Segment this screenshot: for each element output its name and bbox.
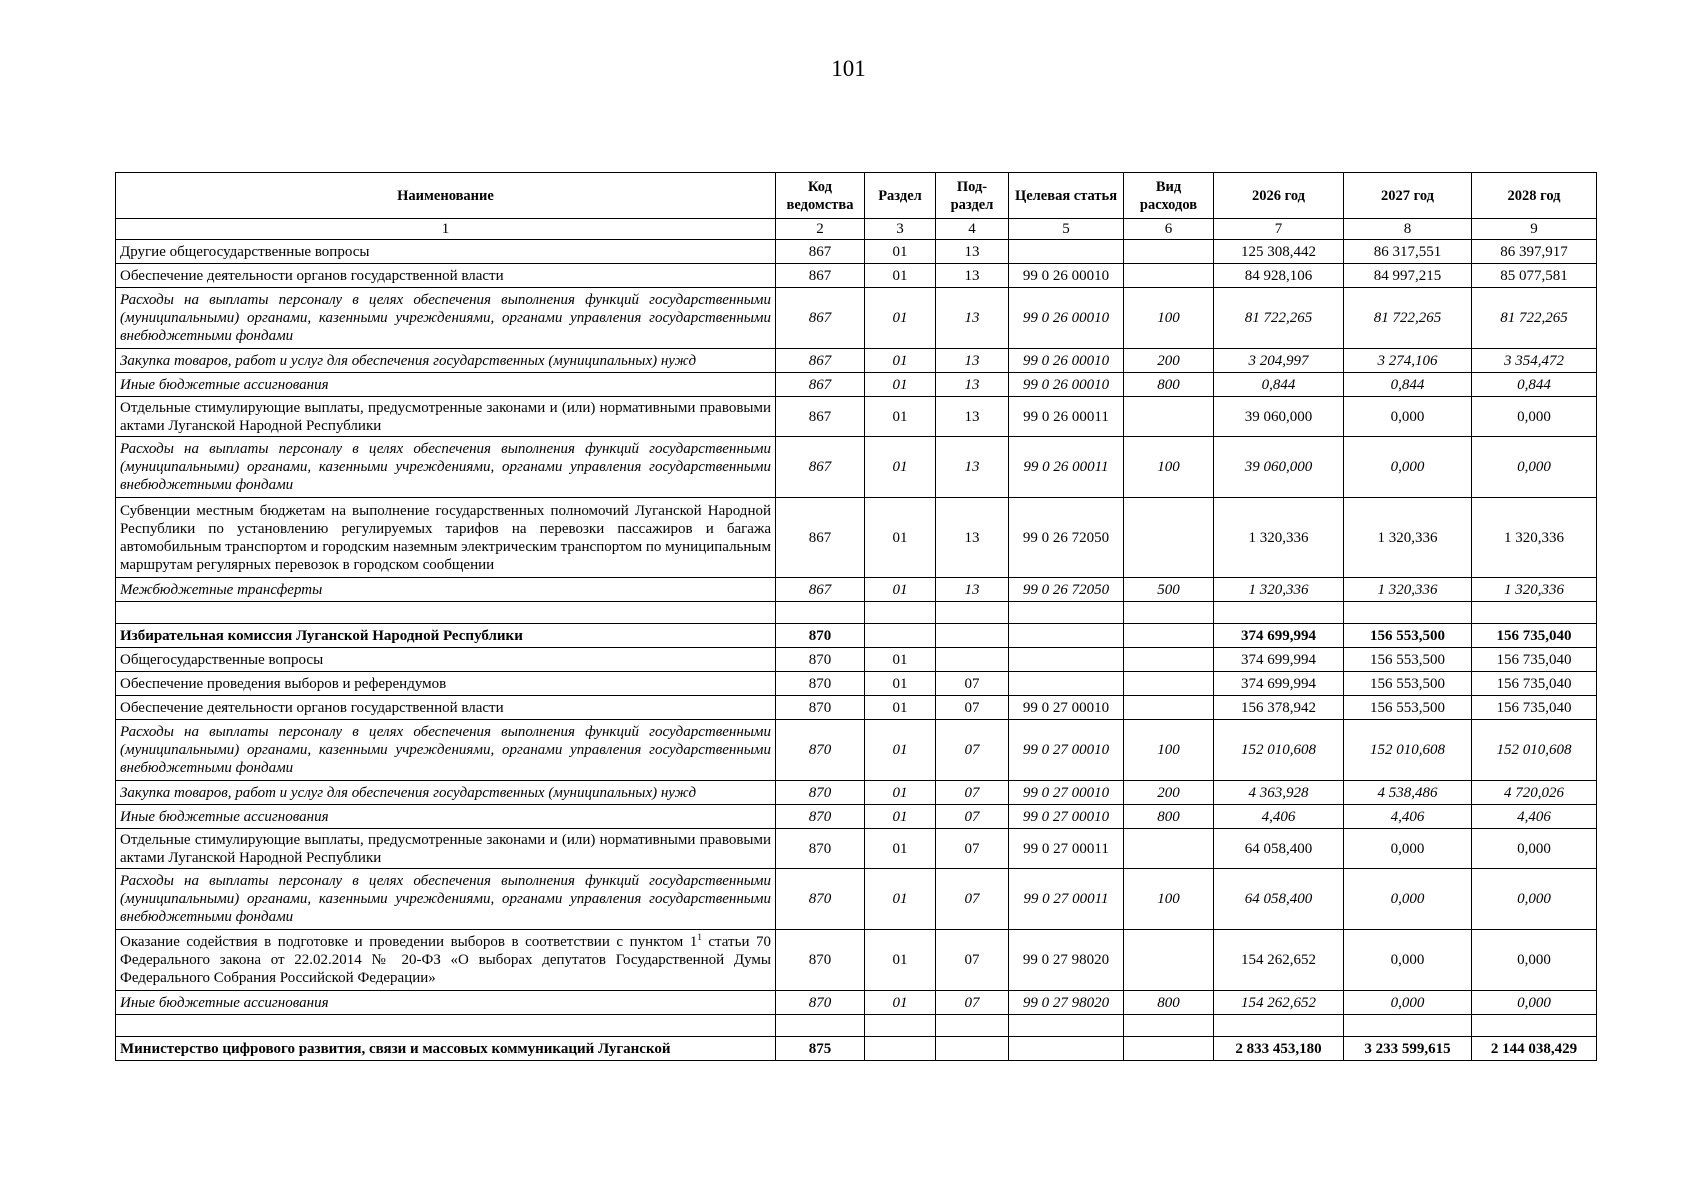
row-subsection xyxy=(936,602,1009,624)
row-subsection: 13 xyxy=(936,373,1009,397)
row-2026: 374 699,994 xyxy=(1214,624,1344,648)
blank-row xyxy=(116,602,1597,624)
row-subsection xyxy=(936,1015,1009,1037)
row-subsection: 13 xyxy=(936,288,1009,349)
row-code: 870 xyxy=(776,696,865,720)
row-section: 01 xyxy=(865,991,936,1015)
row-2026: 81 722,265 xyxy=(1214,288,1344,349)
row-code: 867 xyxy=(776,240,865,264)
header-row xyxy=(116,173,1597,219)
table-row xyxy=(116,720,1597,781)
column-number: 4 xyxy=(936,219,1009,240)
row-section: 01 xyxy=(865,829,936,869)
row-2026 xyxy=(1214,1015,1344,1037)
table-row xyxy=(116,991,1597,1015)
row-section: 01 xyxy=(865,288,936,349)
row-2026: 64 058,400 xyxy=(1214,829,1344,869)
row-2026: 125 308,442 xyxy=(1214,240,1344,264)
row-section: 01 xyxy=(865,578,936,602)
row-subsection xyxy=(936,624,1009,648)
row-section: 01 xyxy=(865,869,936,930)
row-target xyxy=(1009,624,1124,648)
row-2028: 1 320,336 xyxy=(1472,578,1597,602)
header-2028: 2028 год xyxy=(1472,173,1597,219)
table-row xyxy=(116,869,1597,930)
row-target: 99 0 27 00011 xyxy=(1009,869,1124,930)
row-type xyxy=(1124,672,1214,696)
budget-table xyxy=(115,172,1597,1061)
row-type xyxy=(1124,696,1214,720)
row-subsection: 07 xyxy=(936,805,1009,829)
footnote-superscript: 1 xyxy=(697,932,702,942)
row-2027: 156 553,500 xyxy=(1344,672,1472,696)
row-name xyxy=(116,1015,776,1037)
table-row xyxy=(116,288,1597,349)
row-name: Расходы на выплаты персоналу в целях обеспечения выполнения функций государственными (муниципальными) органами, казенными учреждениями, органами управления государственными внебюджетными фондами xyxy=(116,437,776,498)
column-number: 6 xyxy=(1124,219,1214,240)
column-number: 3 xyxy=(865,219,936,240)
row-target xyxy=(1009,1015,1124,1037)
row-code: 867 xyxy=(776,288,865,349)
row-section: 01 xyxy=(865,373,936,397)
row-2026: 156 378,942 xyxy=(1214,696,1344,720)
column-number: 2 xyxy=(776,219,865,240)
row-subsection: 13 xyxy=(936,437,1009,498)
row-2026: 84 928,106 xyxy=(1214,264,1344,288)
table-row xyxy=(116,696,1597,720)
table-row xyxy=(116,672,1597,696)
row-2028: 86 397,917 xyxy=(1472,240,1597,264)
table-row xyxy=(116,930,1597,991)
row-2028: 3 354,472 xyxy=(1472,349,1597,373)
row-2027: 4,406 xyxy=(1344,805,1472,829)
header-subsection: Под-раздел xyxy=(936,173,1009,219)
row-target: 99 0 27 98020 xyxy=(1009,930,1124,991)
row-subsection: 07 xyxy=(936,869,1009,930)
row-2026 xyxy=(1214,602,1344,624)
row-name: Избирательная комиссия Луганской Народной Республики xyxy=(116,624,776,648)
column-number: 8 xyxy=(1344,219,1472,240)
row-2026: 152 010,608 xyxy=(1214,720,1344,781)
row-code: 867 xyxy=(776,373,865,397)
row-section: 01 xyxy=(865,397,936,437)
row-2028: 156 735,040 xyxy=(1472,624,1597,648)
row-type: 200 xyxy=(1124,781,1214,805)
row-2028: 1 320,336 xyxy=(1472,498,1597,578)
row-name: Закупка товаров, работ и услуг для обеспечения государственных (муниципальных) нужд xyxy=(116,349,776,373)
row-2027: 1 320,336 xyxy=(1344,498,1472,578)
row-target: 99 0 27 00010 xyxy=(1009,720,1124,781)
row-2027: 152 010,608 xyxy=(1344,720,1472,781)
row-2027: 86 317,551 xyxy=(1344,240,1472,264)
row-code: 870 xyxy=(776,781,865,805)
row-type xyxy=(1124,602,1214,624)
row-2027: 3 274,106 xyxy=(1344,349,1472,373)
row-subsection: 07 xyxy=(936,991,1009,1015)
row-2028: 156 735,040 xyxy=(1472,648,1597,672)
row-type: 100 xyxy=(1124,437,1214,498)
row-type: 800 xyxy=(1124,991,1214,1015)
row-2027: 0,844 xyxy=(1344,373,1472,397)
table-row xyxy=(116,578,1597,602)
row-2028 xyxy=(1472,602,1597,624)
row-2028 xyxy=(1472,1015,1597,1037)
row-2027: 0,000 xyxy=(1344,930,1472,991)
row-2027: 0,000 xyxy=(1344,437,1472,498)
header-type: Вид расходов xyxy=(1124,173,1214,219)
row-name-text: Оказание содействия в подготовке и проведении выборов в соответствии с пунктом 1 xyxy=(120,934,698,950)
row-name: Другие общегосударственные вопросы xyxy=(116,240,776,264)
table-row xyxy=(116,397,1597,437)
row-name: Министерство цифрового развития, связи и массовых коммуникаций Луганской xyxy=(116,1037,776,1061)
row-code: 870 xyxy=(776,624,865,648)
row-2027: 3 233 599,615 xyxy=(1344,1037,1472,1061)
row-name: Расходы на выплаты персоналу в целях обеспечения выполнения функций государственными (муниципальными) органами, казенными учреждениями, органами управления государственными внебюджетными фондами xyxy=(116,869,776,930)
row-code: 870 xyxy=(776,991,865,1015)
header-name: Наименование xyxy=(116,173,776,219)
row-2027: 84 997,215 xyxy=(1344,264,1472,288)
table-row xyxy=(116,437,1597,498)
row-target xyxy=(1009,672,1124,696)
row-type xyxy=(1124,240,1214,264)
row-section: 01 xyxy=(865,720,936,781)
row-2028: 0,844 xyxy=(1472,373,1597,397)
table-row xyxy=(116,264,1597,288)
row-target: 99 0 26 00010 xyxy=(1009,373,1124,397)
row-subsection: 13 xyxy=(936,397,1009,437)
row-section: 01 xyxy=(865,648,936,672)
row-2028: 156 735,040 xyxy=(1472,696,1597,720)
column-number: 9 xyxy=(1472,219,1597,240)
row-2026: 154 262,652 xyxy=(1214,930,1344,991)
row-subsection: 07 xyxy=(936,696,1009,720)
row-code: 867 xyxy=(776,349,865,373)
row-subsection: 13 xyxy=(936,349,1009,373)
row-section xyxy=(865,624,936,648)
row-2027: 156 553,500 xyxy=(1344,648,1472,672)
row-2027: 0,000 xyxy=(1344,991,1472,1015)
row-2027: 156 553,500 xyxy=(1344,696,1472,720)
row-target: 99 0 26 72050 xyxy=(1009,498,1124,578)
row-section: 01 xyxy=(865,930,936,991)
row-target: 99 0 27 00011 xyxy=(1009,829,1124,869)
row-2028: 0,000 xyxy=(1472,397,1597,437)
row-target: 99 0 26 72050 xyxy=(1009,578,1124,602)
header-code: Код ведомства xyxy=(776,173,865,219)
row-target: 99 0 26 00011 xyxy=(1009,397,1124,437)
header-2027: 2027 год xyxy=(1344,173,1472,219)
row-target: 99 0 26 00010 xyxy=(1009,264,1124,288)
row-subsection xyxy=(936,1037,1009,1061)
row-section: 01 xyxy=(865,672,936,696)
row-code: 875 xyxy=(776,1037,865,1061)
row-2027: 1 320,336 xyxy=(1344,578,1472,602)
row-2027: 0,000 xyxy=(1344,869,1472,930)
row-2027: 0,000 xyxy=(1344,397,1472,437)
row-name: Общегосударственные вопросы xyxy=(116,648,776,672)
row-type xyxy=(1124,264,1214,288)
row-type xyxy=(1124,397,1214,437)
row-2027: 81 722,265 xyxy=(1344,288,1472,349)
table-row xyxy=(116,805,1597,829)
row-type xyxy=(1124,930,1214,991)
row-subsection: 13 xyxy=(936,578,1009,602)
table-row xyxy=(116,240,1597,264)
row-2028: 2 144 038,429 xyxy=(1472,1037,1597,1061)
row-section xyxy=(865,1037,936,1061)
row-2028: 4,406 xyxy=(1472,805,1597,829)
row-2027: 4 538,486 xyxy=(1344,781,1472,805)
row-subsection: 07 xyxy=(936,781,1009,805)
row-name xyxy=(116,602,776,624)
row-section: 01 xyxy=(865,805,936,829)
row-2028: 81 722,265 xyxy=(1472,288,1597,349)
row-code: 870 xyxy=(776,930,865,991)
row-section: 01 xyxy=(865,498,936,578)
table-row xyxy=(116,781,1597,805)
row-subsection: 07 xyxy=(936,720,1009,781)
row-subsection: 13 xyxy=(936,498,1009,578)
row-2026: 3 204,997 xyxy=(1214,349,1344,373)
row-2028: 4 720,026 xyxy=(1472,781,1597,805)
row-subsection: 13 xyxy=(936,240,1009,264)
column-number-row xyxy=(116,219,1597,240)
row-subsection xyxy=(936,648,1009,672)
row-target xyxy=(1009,1037,1124,1061)
row-type: 800 xyxy=(1124,805,1214,829)
row-name: Обеспечение деятельности органов государственной власти xyxy=(116,696,776,720)
row-target: 99 0 26 00011 xyxy=(1009,437,1124,498)
row-section: 01 xyxy=(865,696,936,720)
row-code: 867 xyxy=(776,397,865,437)
table-row xyxy=(116,498,1597,578)
row-code: 870 xyxy=(776,672,865,696)
column-number: 1 xyxy=(116,219,776,240)
row-type: 100 xyxy=(1124,869,1214,930)
row-name: Закупка товаров, работ и услуг для обеспечения государственных (муниципальных) нужд xyxy=(116,781,776,805)
row-2026: 2 833 453,180 xyxy=(1214,1037,1344,1061)
column-number: 5 xyxy=(1009,219,1124,240)
row-2026: 4 363,928 xyxy=(1214,781,1344,805)
row-target: 99 0 26 00010 xyxy=(1009,349,1124,373)
row-target xyxy=(1009,240,1124,264)
row-target: 99 0 27 00010 xyxy=(1009,781,1124,805)
row-subsection: 07 xyxy=(936,672,1009,696)
row-name: Отдельные стимулирующие выплаты, предусмотренные законами и (или) нормативными правовыми актами Луганской Народной Республики xyxy=(116,397,776,437)
row-name: Иные бюджетные ассигнования xyxy=(116,991,776,1015)
row-type xyxy=(1124,498,1214,578)
row-target: 99 0 27 00010 xyxy=(1009,805,1124,829)
row-2028: 0,000 xyxy=(1472,869,1597,930)
row-2026: 39 060,000 xyxy=(1214,437,1344,498)
row-code: 867 xyxy=(776,437,865,498)
table-row xyxy=(116,624,1597,648)
table-row xyxy=(116,648,1597,672)
row-section xyxy=(865,602,936,624)
row-2026: 374 699,994 xyxy=(1214,648,1344,672)
row-code xyxy=(776,1015,865,1037)
row-section: 01 xyxy=(865,437,936,498)
row-2028: 85 077,581 xyxy=(1472,264,1597,288)
row-section: 01 xyxy=(865,349,936,373)
row-name: Отдельные стимулирующие выплаты, предусмотренные законами и (или) нормативными правовыми актами Луганской Народной Республики xyxy=(116,829,776,869)
row-2028: 0,000 xyxy=(1472,930,1597,991)
row-2027: 156 553,500 xyxy=(1344,624,1472,648)
row-2027 xyxy=(1344,602,1472,624)
column-number: 7 xyxy=(1214,219,1344,240)
row-2027 xyxy=(1344,1015,1472,1037)
row-subsection: 07 xyxy=(936,930,1009,991)
row-code: 870 xyxy=(776,648,865,672)
row-2026: 1 320,336 xyxy=(1214,578,1344,602)
row-2026: 64 058,400 xyxy=(1214,869,1344,930)
row-2026: 4,406 xyxy=(1214,805,1344,829)
blank-row xyxy=(116,1015,1597,1037)
header-section: Раздел xyxy=(865,173,936,219)
row-2026: 154 262,652 xyxy=(1214,991,1344,1015)
row-name: Обеспечение деятельности органов государственной власти xyxy=(116,264,776,288)
row-type: 100 xyxy=(1124,288,1214,349)
row-type: 100 xyxy=(1124,720,1214,781)
row-2028: 0,000 xyxy=(1472,437,1597,498)
table-row xyxy=(116,373,1597,397)
row-name: Межбюджетные трансферты xyxy=(116,578,776,602)
header-2026: 2026 год xyxy=(1214,173,1344,219)
row-code: 870 xyxy=(776,720,865,781)
row-type xyxy=(1124,829,1214,869)
row-code: 867 xyxy=(776,264,865,288)
row-name: Иные бюджетные ассигнования xyxy=(116,373,776,397)
row-name: Расходы на выплаты персоналу в целях обеспечения выполнения функций государственными (муниципальными) органами, казенными учреждениями, органами управления государственными внебюджетными фондами xyxy=(116,720,776,781)
row-code: 867 xyxy=(776,578,865,602)
row-2028: 156 735,040 xyxy=(1472,672,1597,696)
header-target: Целевая статья xyxy=(1009,173,1124,219)
row-code xyxy=(776,602,865,624)
table-row xyxy=(116,829,1597,869)
row-code: 870 xyxy=(776,869,865,930)
page-number: 101 xyxy=(831,56,866,81)
row-code: 870 xyxy=(776,805,865,829)
row-2026: 374 699,994 xyxy=(1214,672,1344,696)
row-type: 200 xyxy=(1124,349,1214,373)
row-type xyxy=(1124,1015,1214,1037)
row-code: 870 xyxy=(776,829,865,869)
row-target: 99 0 27 00010 xyxy=(1009,696,1124,720)
row-target xyxy=(1009,648,1124,672)
row-name: Иные бюджетные ассигнования xyxy=(116,805,776,829)
row-code: 867 xyxy=(776,498,865,578)
row-2028: 0,000 xyxy=(1472,991,1597,1015)
row-target: 99 0 27 98020 xyxy=(1009,991,1124,1015)
row-name-rest: статьи 70 Федерального закона от 22.02.2014 № 20-ФЗ «О выборах депутатов Государственной Думы Федерального Собрания Российской Федерации» xyxy=(120,934,771,986)
row-type xyxy=(1124,648,1214,672)
row-2026: 39 060,000 xyxy=(1214,397,1344,437)
row-name xyxy=(116,930,776,991)
table-row xyxy=(116,349,1597,373)
row-2026: 1 320,336 xyxy=(1214,498,1344,578)
row-target: 99 0 26 00010 xyxy=(1009,288,1124,349)
row-name: Расходы на выплаты персоналу в целях обеспечения выполнения функций государственными (муниципальными) органами, казенными учреждениями, органами управления государственными внебюджетными фондами xyxy=(116,288,776,349)
row-type: 800 xyxy=(1124,373,1214,397)
table-row xyxy=(116,1037,1597,1061)
row-section: 01 xyxy=(865,240,936,264)
row-type xyxy=(1124,624,1214,648)
row-2026: 0,844 xyxy=(1214,373,1344,397)
row-2028: 152 010,608 xyxy=(1472,720,1597,781)
row-type: 500 xyxy=(1124,578,1214,602)
row-target xyxy=(1009,602,1124,624)
row-name: Субвенции местным бюджетам на выполнение государственных полномочий Луганской Народной Республики по установлению регулируемых тарифов на перевозки пассажиров и багажа автомобильным транспортом и городским наземным электрическим транспортом по муниципальным маршрутам регулярных перевозок в городском сообщении xyxy=(116,498,776,578)
row-2027: 0,000 xyxy=(1344,829,1472,869)
row-subsection: 07 xyxy=(936,829,1009,869)
row-2028: 0,000 xyxy=(1472,829,1597,869)
row-section xyxy=(865,1015,936,1037)
row-name: Обеспечение проведения выборов и референдумов xyxy=(116,672,776,696)
row-type xyxy=(1124,1037,1214,1061)
table-body xyxy=(116,240,1597,1061)
row-section: 01 xyxy=(865,781,936,805)
row-section: 01 xyxy=(865,264,936,288)
row-subsection: 13 xyxy=(936,264,1009,288)
